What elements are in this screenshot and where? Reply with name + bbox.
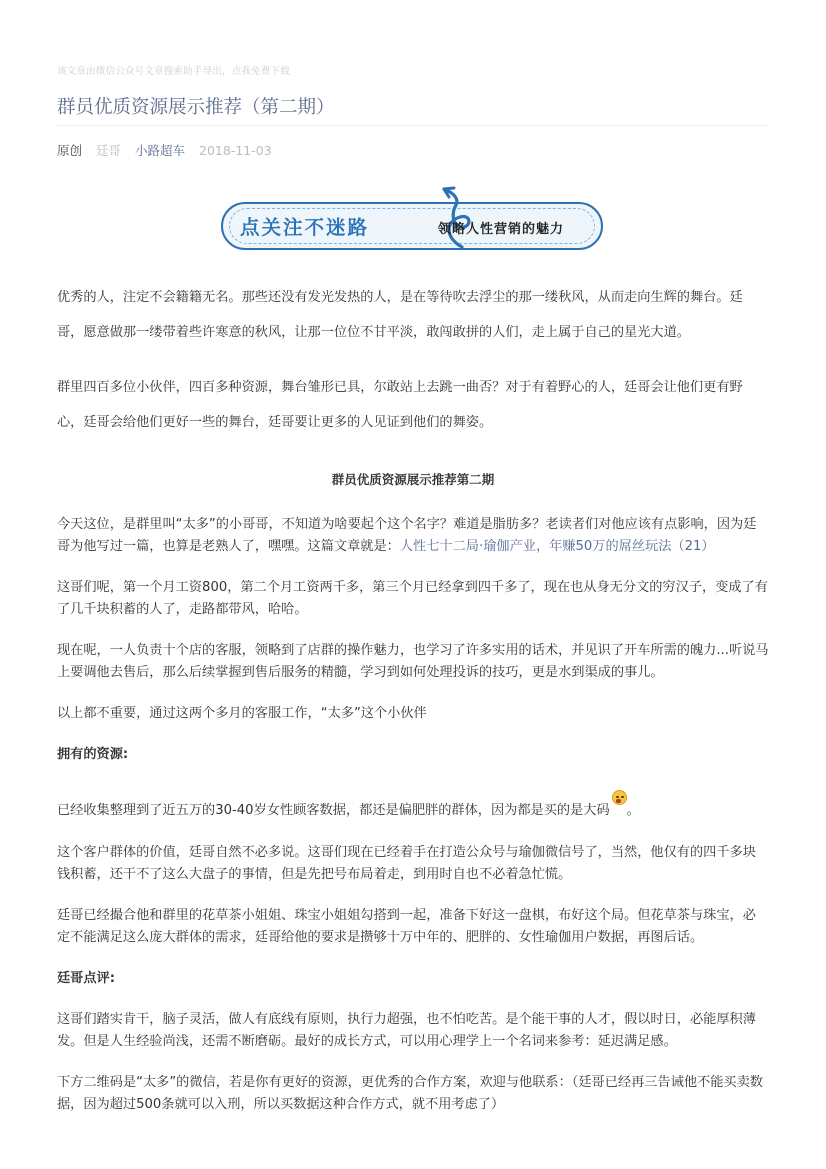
paragraph-4: 以上都不重要，通过这两个多月的客服工作，“太多”这个小伙伴 — [57, 706, 427, 721]
original-label: 原创 — [57, 143, 83, 158]
paragraph-5-text: 已经收集整理到了近五万的30-40岁女性顾客数据，都还是偏肥胖的群体，因为都是买的是大码 — [57, 803, 610, 818]
paragraph-9: 下方二维码是“太多”的微信，若是你有更好的资源，更优秀的合作方案，欢迎与他联系：（廷哥已经再三告诫他不能买卖数据，因为超过500条就可以入刑，所以买数据这种合作方式，就不用考虑了） — [57, 1075, 763, 1112]
heading-resources: 拥有的资源: — [57, 747, 129, 762]
paragraph-8: 这哥们踏实肯干，脑子灵活，做人有底线有原则，执行力超强，也不怕吃苦。是个能干事的人才，假以时日，必能厚积薄发。但是人生经验尚浅，还需不断磨砺。最好的成长方式，可以用心理学上一个名词来参考：延迟满足感。 — [57, 1012, 756, 1049]
laughing-emoji-icon — [612, 790, 627, 805]
article-link[interactable]: 人性七十二局·瑜伽产业，年赚50万的屌丝玩法（21） — [399, 539, 715, 554]
banner-right-text: 领略人性营销的魅力 — [438, 222, 565, 237]
page-title: 群员优质资源展示推荐（第二期） — [57, 97, 335, 118]
publish-date: 2018-11-03 — [199, 143, 272, 158]
intro-paragraph-2: 群里四百多位小伙伴，四百多种资源，舞台雏形已具，尔敢站上去跳一曲否？对于有着野心的人，廷哥会让他们更有野心，廷哥会给他们更好一些的舞台，廷哥要让更多的人见证到他们的舞姿。 — [57, 380, 743, 430]
paragraph-3: 现在呢，一人负责十个店的客服，领略到了店群的操作魅力，也学习了许多实用的话术，并见识了开车所需的魄力...听说马上要调他去售后，那么后续掌握到售后服务的精髓，学习到如何处理投诉的技巧，更是水到渠成的事儿。 — [57, 643, 769, 680]
intro-paragraph-1: 优秀的人，注定不会籍籍无名。那些还没有发光发热的人，是在等待吹去浮尘的那一缕秋风，从而走向生辉的舞台。廷哥，愿意做那一缕带着些许寒意的秋风，让那一位位不甘平淡，敢闯敢拼的人们，走上属于自己的星光大道。 — [57, 290, 743, 340]
title-divider — [57, 125, 769, 126]
paragraph-5 — [57, 799, 769, 822]
paragraph-1-text: 今天这位，是群里叫“太多”的小哥哥，不知道为啥要起个这个名字？难道是脂肪多？老读者们对他应该有点影响，因为廷哥为他写过一篇，也算是老熟人了，嘿嘿。这篇文章就是： — [57, 517, 757, 554]
banner-left-text: 点关注不迷路 — [240, 216, 370, 239]
follow-banner — [218, 185, 604, 257]
heading-review: 廷哥点评: — [57, 971, 116, 986]
paragraph-1 — [57, 514, 769, 558]
section-title: 群员优质资源展示推荐第二期 — [331, 472, 495, 487]
paragraph-2: 这哥们呢，第一个月工资800，第二个月工资两千多，第三个月已经拿到四千多了，现在也从身无分文的穷汉子，变成了有了几千块积蓄的人了，走路都带风，哈哈。 — [57, 580, 768, 617]
paragraph-5-end: 。 — [626, 803, 640, 818]
author-name: 廷哥 — [96, 143, 122, 158]
article-meta — [57, 141, 282, 159]
paragraph-7: 廷哥已经撮合他和群里的花草茶小姐姐、珠宝小姐姐勾搭到一起，准备下好这一盘棋，布好这个局。但花草茶与珠宝，必定不能满足这么庞大群体的需求，廷哥给他的要求是攒够十万中年的、肥胖的、女性瑜伽用户数据，再图后话。 — [57, 908, 756, 945]
paragraph-6: 这个客户群体的价值，廷哥自然不必多说。这哥们现在已经着手在打造公众号与瑜伽微信号了，当然，他仅有的四千多块钱积蓄，还干不了这么大盘子的事情，但是先把号布局着走，到用时自也不必着急忙慌。 — [57, 845, 756, 882]
account-link[interactable]: 小路超车 — [135, 143, 186, 158]
export-note-link[interactable]: 该文章由微信公众号文章搜索助手导出，点我免费下载 — [57, 66, 290, 77]
